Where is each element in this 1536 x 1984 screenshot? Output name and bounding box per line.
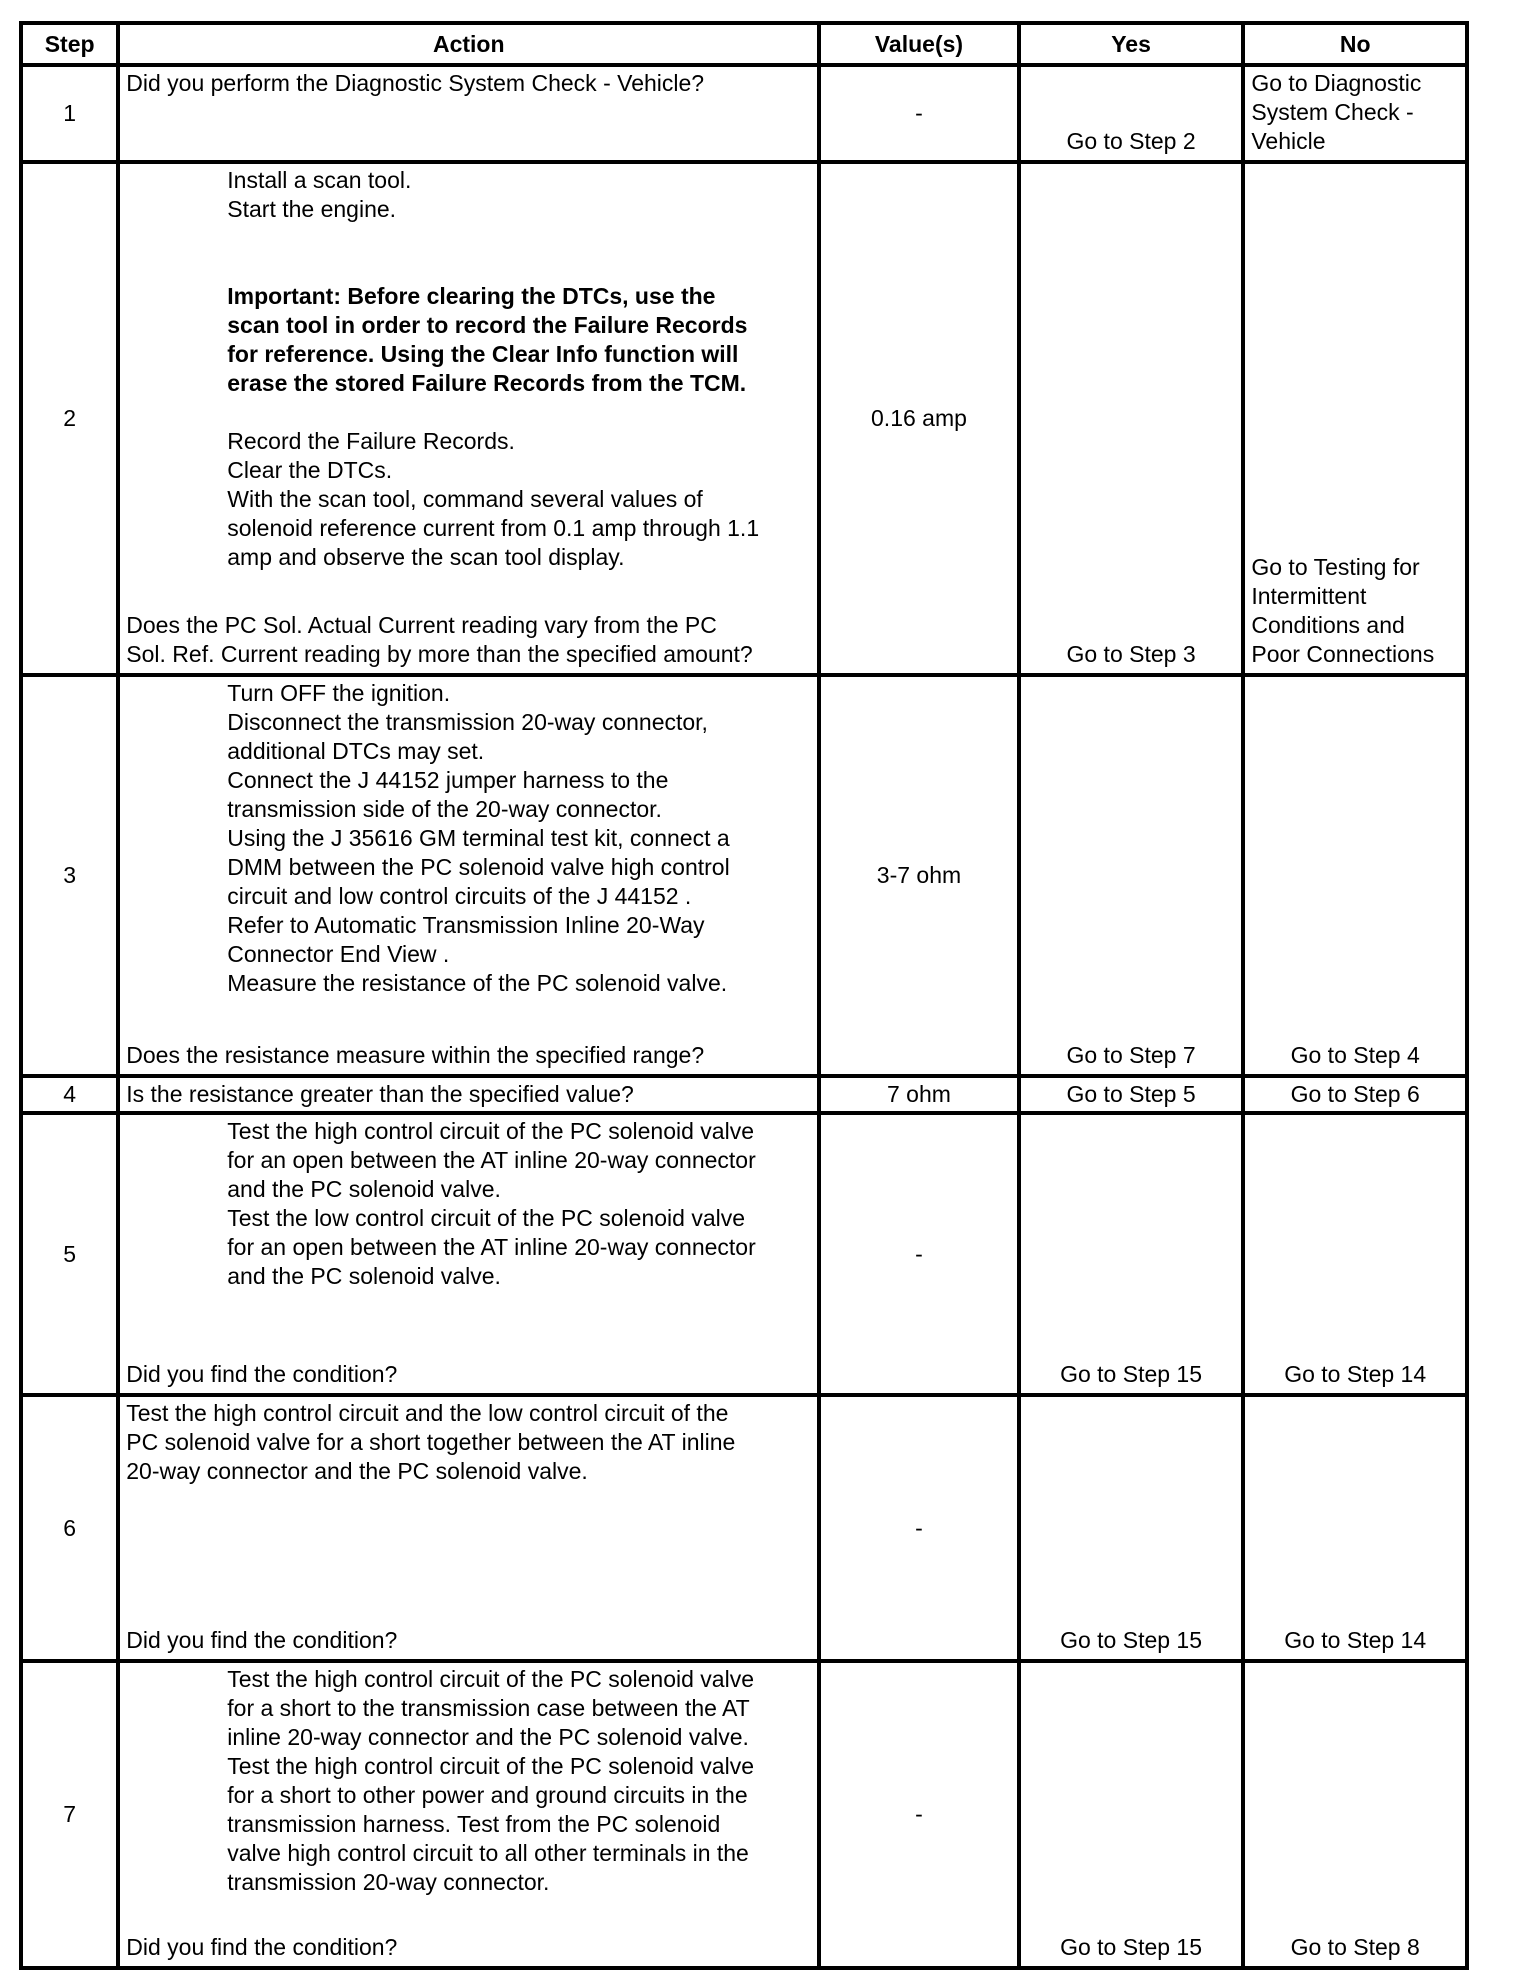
table-row [21, 1395, 1467, 1661]
no-link: Go to Step 4 [1290, 1042, 1420, 1069]
action-step: transmission side of the 20-way connector. [227, 796, 662, 823]
no-line: Intermittent [1251, 583, 1367, 610]
yes-link: Go to Step 15 [1060, 1934, 1203, 1960]
value-cell: - [819, 1395, 1019, 1661]
yes-cell [1019, 675, 1244, 1076]
value-cell: - [819, 1661, 1019, 1968]
yes-link: Go to Step 7 [1066, 1042, 1196, 1069]
action-step: Measure the resistance of the PC solenoid valve. [227, 970, 728, 997]
action-step: DMM between the PC solenoid valve high control [227, 854, 730, 881]
action-step: Test the low control circuit of the PC solenoid valve [227, 1205, 746, 1232]
table-row [21, 162, 1467, 675]
value-cell: - [819, 1113, 1019, 1395]
action-step: Test the high control circuit of the PC solenoid valve [227, 1753, 754, 1780]
action-step: and the PC solenoid valve. [227, 1263, 501, 1290]
action-step: Refer to Automatic Transmission Inline 20-Way [227, 912, 705, 939]
no-link: Go to Step 14 [1284, 1361, 1427, 1388]
action-step: Test the high control circuit of the PC solenoid valve [227, 1118, 754, 1145]
action-step: inline 20-way connector and the PC solenoid valve. [227, 1724, 749, 1751]
action-step: Test the high control circuit and the low control circuit of the [126, 1400, 729, 1427]
step-number: 7 [21, 1661, 118, 1968]
yes-cell [1019, 1661, 1244, 1968]
header-action: Action [118, 23, 819, 65]
diagnostic-table [19, 21, 1469, 1970]
action-step: 20-way connector and the PC solenoid valve. [126, 1458, 588, 1485]
action-step: Record the Failure Records. [227, 428, 515, 455]
no-cell [1243, 1113, 1467, 1395]
yes-cell [1019, 1113, 1244, 1395]
yes-link: Go to Step 5 [1066, 1081, 1196, 1108]
step-number: 3 [21, 675, 118, 1076]
action-question [126, 611, 811, 669]
table-row [21, 1113, 1467, 1395]
yes-cell [1019, 1395, 1244, 1661]
action-step: transmission harness. Test from the PC solenoid [227, 1811, 721, 1838]
important-line: erase the stored Failure Records from the TCM. [227, 370, 747, 397]
action-step: for a short to the transmission case between the AT [227, 1695, 750, 1722]
action-step: circuit and low control circuits of the J 44152 . [227, 883, 692, 910]
header-row [21, 23, 1467, 65]
table-row [21, 675, 1467, 1076]
yes-cell [1019, 65, 1244, 162]
action-step: With the scan tool, command several values of [227, 486, 703, 513]
action-cell [118, 675, 819, 1076]
action-question: Does the resistance measure within the specified range? [126, 1042, 705, 1069]
no-cell [1243, 1395, 1467, 1661]
yes-cell [1019, 1076, 1244, 1113]
action-step: Start the engine. [227, 196, 397, 223]
action-step: Install a scan tool. [227, 167, 412, 194]
action-question: Did you find the condition? [126, 1361, 398, 1388]
action-step: Connector End View . [227, 941, 450, 968]
table-row [21, 65, 1467, 162]
no-link: Go to Step 8 [1290, 1934, 1420, 1960]
action-question: Is the resistance greater than the specified value? [126, 1081, 634, 1108]
action-question: Did you perform the Diagnostic System Check - Vehicle? [126, 70, 705, 96]
value-cell: 0.16 amp [819, 162, 1019, 675]
no-cell [1243, 65, 1467, 162]
yes-cell [1019, 162, 1244, 675]
no-line: Poor Connections [1251, 641, 1435, 668]
action-cell [118, 1395, 819, 1661]
no-cell [1243, 1661, 1467, 1968]
action-cell [118, 65, 819, 162]
action-question: Did you find the condition? [126, 1627, 398, 1654]
action-step: Test the high control circuit of the PC solenoid valve [227, 1666, 754, 1693]
header-values: Value(s) [819, 23, 1019, 65]
action-step: Connect the J 44152 jumper harness to the [227, 767, 669, 794]
action-step: for a short to other power and ground circuits in the [227, 1782, 748, 1809]
action-step: solenoid reference current from 0.1 amp through 1.1 [227, 515, 760, 542]
step-number: 5 [21, 1113, 118, 1395]
action-step: and the PC solenoid valve. [227, 1176, 501, 1203]
important-line: Important: Before clearing the DTCs, use the [227, 283, 716, 310]
yes-link: Go to Step 3 [1066, 641, 1196, 668]
header-no: No [1243, 23, 1467, 65]
step-number: 2 [21, 162, 118, 675]
action-step: valve high control circuit to all other terminals in the [227, 1840, 749, 1867]
value-cell: 3-7 ohm [819, 675, 1019, 1076]
action-cell [118, 1661, 819, 1968]
important-note [227, 282, 811, 398]
yes-link: Go to Step 15 [1060, 1361, 1203, 1388]
action-step: amp and observe the scan tool display. [227, 544, 625, 571]
step-number: 6 [21, 1395, 118, 1661]
no-link: Go to Step 6 [1290, 1081, 1420, 1108]
action-step: for an open between the AT inline 20-way connector [227, 1147, 756, 1174]
no-line: Conditions and [1251, 612, 1405, 639]
action-step: Turn OFF the ignition. [227, 680, 451, 707]
no-cell [1243, 1076, 1467, 1113]
no-line: Go to Diagnostic [1251, 70, 1422, 96]
action-step: PC solenoid valve for a short together between the AT inline [126, 1429, 736, 1456]
action-cell [118, 1113, 819, 1395]
header-yes: Yes [1019, 23, 1244, 65]
no-line: System Check - [1251, 99, 1414, 125]
yes-link: Go to Step 15 [1060, 1627, 1203, 1654]
action-step: Disconnect the transmission 20-way connector, [227, 709, 708, 736]
no-line: Go to Testing for [1251, 554, 1420, 581]
action-step: Clear the DTCs. [227, 457, 393, 484]
table-row [21, 1661, 1467, 1968]
value-cell: - [819, 65, 1019, 162]
header-step: Step [21, 23, 118, 65]
value-cell: 7 ohm [819, 1076, 1019, 1113]
action-step: transmission 20-way connector. [227, 1869, 550, 1896]
important-line: scan tool in order to record the Failure Records [227, 312, 748, 339]
table-row [21, 1076, 1467, 1113]
no-cell [1243, 675, 1467, 1076]
step-number: 4 [21, 1076, 118, 1113]
no-line: Vehicle [1251, 128, 1326, 154]
action-step: additional DTCs may set. [227, 738, 485, 765]
question-line: Sol. Ref. Current reading by more than the specified amount? [126, 641, 753, 668]
action-step: for an open between the AT inline 20-way connector [227, 1234, 756, 1261]
yes-link: Go to Step 2 [1066, 128, 1196, 155]
no-link: Go to Step 14 [1284, 1627, 1427, 1654]
step-number: 1 [21, 65, 118, 162]
no-cell [1243, 162, 1467, 675]
action-cell [118, 162, 819, 675]
action-cell [118, 1076, 819, 1113]
action-step: Using the J 35616 GM terminal test kit, connect a [227, 825, 730, 852]
question-line: Does the PC Sol. Actual Current reading vary from the PC [126, 612, 717, 639]
important-line: for reference. Using the Clear Info function will [227, 341, 739, 368]
action-question: Did you find the condition? [126, 1934, 398, 1960]
